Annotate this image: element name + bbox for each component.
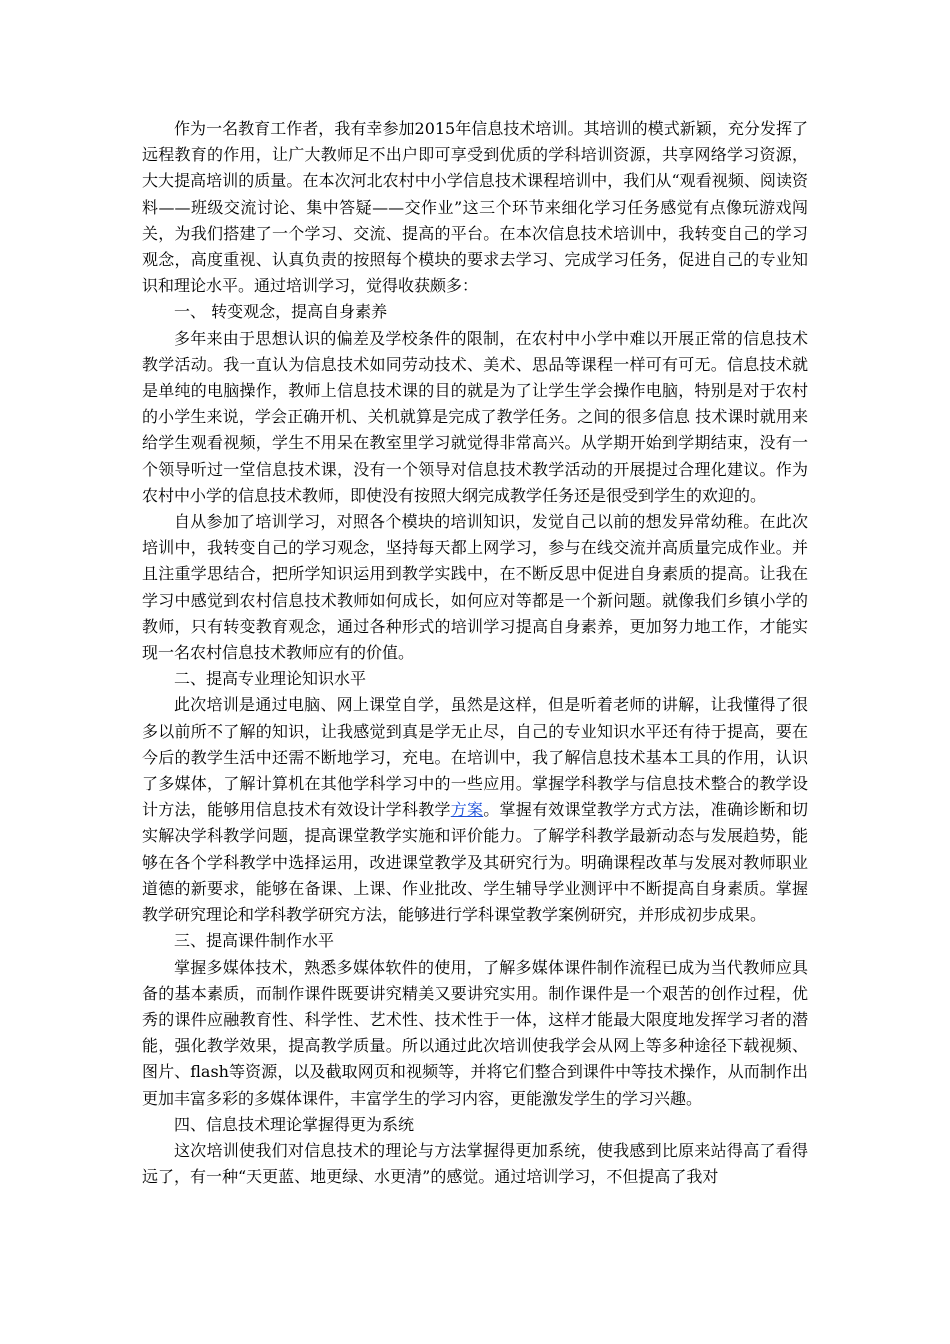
intro-paragraph: 作为一名教育工作者，我有幸参加2015年信息技术培训。其培训的模式新颖，充分发挥了远程教育的作用，让广大教师足不出户即可享受到优质的学科培训资源，共享网络学习资源，大大提高培训的质量。在本次河北农村中小学信息技术课程培训中，我们从“观看视频、阅读资料——班级交流讨论、集中答疑——交作业”这三个环节来细化学习任务感觉有点像玩游戏闯关，为我们搭建了一个学习、交流、提高的平台。在本次信息技术培训中，我转变自己的学习观念，高度重视、认真负责的按照每个模块的要求去学习、完成学习任务，促进自己的专业知识和理论水平。通过培训学习，觉得收获颇多： [142, 119, 808, 296]
section-2-paragraph-1 [142, 692, 808, 928]
section-3-paragraph-1: 掌握多媒体技术，熟悉多媒体软件的使用，了解多媒体课件制作流程已成为当代教师应具备的基本素质，而制作课件既要讲究精美又要讲究实用。制作课件是一个艰苦的创作过程，优秀的课件应融教育性、科学性、艺术性、技术性于一体，这样才能最大限度地发挥学习者的潜能，强化教学效果，提高教学质量。所以通过此次培训使我学会从网上等多种途径下载视频、图片、flash等资源，以及截取网页和视频等，并将它们整合到课件中等技术操作，从而制作出更加丰富多彩的多媒体课件，丰富学生的学习内容，更能激发学生的学习兴趣。 [142, 957, 808, 1108]
section-2-heading: 二、提高专业理论知识水平 [174, 669, 367, 689]
plan-link[interactable]: 方案 [450, 800, 484, 820]
section-4-heading: 四、信息技术理论掌握得更为系统 [174, 1114, 415, 1134]
section-1-paragraph-2: 自从参加了培训学习，对照各个模块的培训知识，发觉自己以前的想发异常幼稚。在此次培训中，我转变自己的学习观念，坚持每天都上网学习，参与在线交流并高质量完成作业。并且注重学思结合，把所学知识运用到教学实践中，在不断反思中促进自身素质的提高。让我在学习中感觉到农村信息技术教师如何成长，如何应对等都是一个新问题。就像我们乡镇小学的教师，只有转变教育观念，通过各种形式的培训学习提高自身素养，更加努力地工作，才能实现一名农村信息技术教师应有的价值。 [142, 512, 808, 663]
section-4-paragraph-1: 这次培训使我们对信息技术的理论与方法掌握得更加系统，使我感到比原来站得高了看得远了，有一种“天更蓝、地更绿、水更清”的感觉。通过培训学习，不但提高了我对 [142, 1140, 808, 1187]
document-body [142, 116, 808, 1190]
section-3-heading: 三、提高课件制作水平 [174, 931, 335, 951]
section-1-heading: 一、 转变观念，提高自身素养 [174, 302, 388, 322]
section-2-text-after-link: 。掌握有效课堂教学方式方法，准确诊断和切实解决学科教学问题，提高课堂教学实施和评价能力。了解学科教学最新动态与发展趋势，能够在各个学科教学中选择运用，改进课堂教学及其研究行为。明确课程改革与发展对教师职业道德的新要求，能够在备课、上课、作业批改、学生辅导学业测评中不断提高自身素质。掌握教学研究理论和学科教学研究方法，能够进行学科课堂教学案例研究，并形成初步成果。 [142, 800, 808, 925]
section-1-paragraph-1: 多年来由于思想认识的偏差及学校条件的限制，在农村中小学中难以开展正常的信息技术教学活动。我一直认为信息技术如同劳动技术、美术、思品等课程一样可有可无。信息技术就是单纯的电脑操作，教师上信息技术课的目的就是为了让学生学会操作电脑，特别是对于农村的小学生来说，学会正确开机、关机就算是完成了教学任务。之间的很多信息 技术课时就用来给学生观看视频，学生不用呆在教室里学习就觉得非常高兴。从学期开始到学期结束，没有一个领导听过一堂信息技术课，没有一个领导对信息技术教学活动的开展提过合理化建议。作为农村中小学的信息技术教师，即使没有按照大纲完成教学任务还是很受到学生的欢迎的。 [142, 328, 808, 505]
section-2-text-before-link: 此次培训是通过电脑、网上课堂自学，虽然是这样，但是听着老师的讲解，让我懂得了很多以前所不了解的知识，让我感觉到真是学无止尽，自己的专业知识水平还有待于提高，要在今后的教学生活中还需不断地学习，充电。在培训中，我了解信息技术基本工具的作用，认识了多媒体，了解计算机在其他学科学习中的一些应用。掌握学科教学与信息技术整合的教学设计方法，能够用信息技术有效设计学科教学 [142, 695, 808, 820]
